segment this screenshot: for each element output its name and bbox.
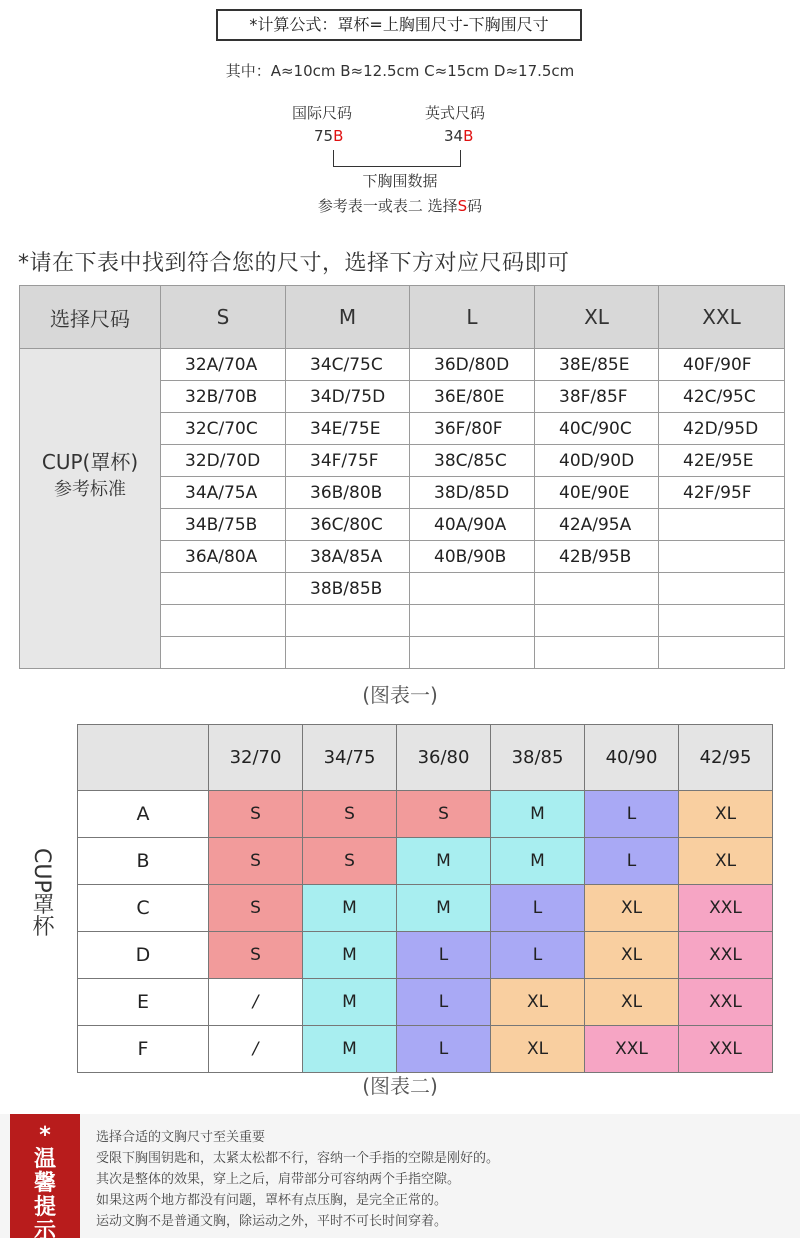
table1-cell: 34C/75C bbox=[286, 349, 410, 381]
table1-cell: 40F/90F bbox=[659, 349, 785, 381]
table1-cell bbox=[161, 605, 286, 637]
table1-cell: 40A/90A bbox=[410, 509, 535, 541]
table1-cell: 42D/95D bbox=[659, 413, 785, 445]
table1-size-header: S bbox=[161, 286, 286, 349]
table1-cell: 34F/75F bbox=[286, 445, 410, 477]
uk-size-label: 英式尺码 bbox=[425, 104, 486, 122]
table2-size-cell: XL bbox=[491, 1026, 585, 1073]
table1-size-header: L bbox=[410, 286, 535, 349]
intl-size-letter: B bbox=[333, 127, 344, 145]
intl-size-label: 国际尺码 bbox=[292, 104, 353, 122]
table2-size-cell: M bbox=[303, 1026, 397, 1073]
tips-tag-char: 示 bbox=[33, 1219, 56, 1244]
table1-cell: 38D/85D bbox=[410, 477, 535, 509]
tips-line: 受限下胸围钥匙和，太紧太松都不行，容纳一个手指的空隙是刚好的。 bbox=[96, 1151, 500, 1166]
table1-cell: 32B/70B bbox=[161, 381, 286, 413]
table2-size-cell: L bbox=[397, 979, 491, 1026]
table1-cell bbox=[410, 573, 535, 605]
table1-cell: 32D/70D bbox=[161, 445, 286, 477]
table2-size-cell: / bbox=[209, 1026, 303, 1073]
cup-side-label bbox=[26, 848, 56, 937]
table1-cell: 38B/85B bbox=[286, 573, 410, 605]
table1-side-label bbox=[20, 349, 161, 669]
cup-difference-line: 其中：A≈10cm B≈12.5cm C≈15cm D≈17.5cm bbox=[225, 62, 575, 80]
table1-cell: 38A/85A bbox=[286, 541, 410, 573]
table1-cell: 36C/80C bbox=[286, 509, 410, 541]
table2-size-cell: S bbox=[209, 932, 303, 979]
table2-row bbox=[78, 885, 773, 932]
table1-cell: 36D/80D bbox=[410, 349, 535, 381]
table2-row bbox=[78, 791, 773, 838]
cup-side-label-text: CUP罩杯 bbox=[29, 848, 54, 937]
table1-cell: 32C/70C bbox=[161, 413, 286, 445]
table2-row bbox=[78, 1026, 773, 1073]
table2-cup-label: F bbox=[78, 1026, 209, 1073]
table2-size-cell: S bbox=[303, 791, 397, 838]
reference-line bbox=[0, 195, 800, 216]
table2-column-header: 38/85 bbox=[491, 725, 585, 791]
table2-column-header: 32/70 bbox=[209, 725, 303, 791]
table1-cell: 36B/80B bbox=[286, 477, 410, 509]
table1-cell bbox=[286, 637, 410, 669]
instruction-text: *请在下表中找到符合您的尺寸，选择下方对应尺码即可 bbox=[18, 251, 570, 276]
formula-text: *计算公式：罩杯=上胸围尺寸-下胸围尺寸 bbox=[249, 15, 549, 34]
table2-size-cell: L bbox=[397, 1026, 491, 1073]
intl-size-example bbox=[314, 127, 343, 145]
tips-line: 选择合适的文胸尺寸至关重要 bbox=[96, 1130, 266, 1145]
table2-size-cell: XXL bbox=[585, 1026, 679, 1073]
table2-size-cell: M bbox=[303, 932, 397, 979]
reference-letter: S bbox=[457, 197, 468, 215]
table2-column-header: 40/90 bbox=[585, 725, 679, 791]
table2-size-cell: M bbox=[303, 885, 397, 932]
tips-tag-char: 温 bbox=[33, 1147, 56, 1172]
tips-line: 如果这两个地方都没有问题，罩杯有点压胸，是完全正常的。 bbox=[96, 1193, 448, 1208]
reference-suffix: 码 bbox=[467, 197, 483, 215]
table1-cell: 42E/95E bbox=[659, 445, 785, 477]
table2-cup-label: E bbox=[78, 979, 209, 1026]
table1-size-header: M bbox=[286, 286, 410, 349]
table2-size-cell: XXL bbox=[679, 979, 773, 1026]
table2-size-cell: XXL bbox=[679, 932, 773, 979]
table2-size-cell: M bbox=[491, 791, 585, 838]
table2-size-cell: XXL bbox=[679, 1026, 773, 1073]
table2-size-cell: S bbox=[397, 791, 491, 838]
table1-cell: 40C/90C bbox=[535, 413, 659, 445]
tips-line: 其次是整体的效果，穿上之后，肩带部分可容纳两个手指空隙。 bbox=[96, 1172, 461, 1187]
table2-size-cell: L bbox=[491, 932, 585, 979]
bracket-right bbox=[460, 150, 461, 167]
table2-corner bbox=[78, 725, 209, 791]
table1-header-row bbox=[20, 286, 785, 349]
table1-cell bbox=[659, 573, 785, 605]
table1-cell bbox=[535, 637, 659, 669]
table2-size-cell: S bbox=[209, 885, 303, 932]
table1-cell: 40D/90D bbox=[535, 445, 659, 477]
uk-size-letter: B bbox=[463, 127, 474, 145]
table1-cell bbox=[659, 541, 785, 573]
table2-size-cell: L bbox=[585, 838, 679, 885]
tips-tag bbox=[10, 1114, 80, 1244]
table1-cell: 42A/95A bbox=[535, 509, 659, 541]
table2-column-header: 42/95 bbox=[679, 725, 773, 791]
table2-column-header: 34/75 bbox=[303, 725, 397, 791]
table1-cell: 32A/70A bbox=[161, 349, 286, 381]
table2-size-cell: XL bbox=[679, 838, 773, 885]
under-bust-label: 下胸围数据 bbox=[362, 172, 438, 190]
table2-size-cell: XXL bbox=[679, 885, 773, 932]
table1-cell: 38E/85E bbox=[535, 349, 659, 381]
table1-row bbox=[20, 349, 785, 381]
table1-cell: 36A/80A bbox=[161, 541, 286, 573]
table1-cell bbox=[410, 637, 535, 669]
table1-cell: 34E/75E bbox=[286, 413, 410, 445]
table2-size-cell: M bbox=[491, 838, 585, 885]
table2-size-cell: S bbox=[303, 838, 397, 885]
reference-prefix: 参考表一或表二 选择 bbox=[317, 197, 458, 215]
tips-tag-char: * bbox=[39, 1123, 51, 1148]
table1-cell bbox=[410, 605, 535, 637]
table2-caption: (图表二) bbox=[362, 1074, 438, 1098]
table1-side-label-line: 参考标准 bbox=[54, 479, 126, 500]
table1-cell: 40E/90E bbox=[535, 477, 659, 509]
table1-cell: 42B/95B bbox=[535, 541, 659, 573]
tips-line: 运动文胸不是普通文胸，除运动之外，平时不可长时间穿着。 bbox=[96, 1214, 448, 1229]
table2-size-cell: S bbox=[209, 791, 303, 838]
uk-size-example bbox=[444, 127, 473, 145]
table2-size-cell: XL bbox=[585, 885, 679, 932]
table1-cell: 36E/80E bbox=[410, 381, 535, 413]
table2-size-cell: / bbox=[209, 979, 303, 1026]
table1-cell bbox=[535, 573, 659, 605]
table1-cell bbox=[161, 573, 286, 605]
table2-size-cell: L bbox=[491, 885, 585, 932]
tips-text bbox=[96, 1127, 499, 1232]
table1-cell: 34A/75A bbox=[161, 477, 286, 509]
table1-cell bbox=[659, 605, 785, 637]
table1-cell: 42C/95C bbox=[659, 381, 785, 413]
table1-cell bbox=[286, 605, 410, 637]
size-reference-table bbox=[19, 285, 785, 669]
table1-size-header: XL bbox=[535, 286, 659, 349]
table2-cup-label: B bbox=[78, 838, 209, 885]
table2-size-cell: L bbox=[397, 932, 491, 979]
table1-cell bbox=[535, 605, 659, 637]
table2-size-cell: XL bbox=[679, 791, 773, 838]
table1-cell: 38C/85C bbox=[410, 445, 535, 477]
table1-cell bbox=[659, 509, 785, 541]
table2-size-cell: L bbox=[585, 791, 679, 838]
table2-header-row bbox=[78, 725, 773, 791]
table1-cell: 34D/75D bbox=[286, 381, 410, 413]
table2-cup-label: C bbox=[78, 885, 209, 932]
bracket-left bbox=[333, 150, 334, 167]
table1-side-label-line: CUP(罩杯) bbox=[41, 450, 139, 474]
table1-header-label: 选择尺码 bbox=[20, 286, 161, 349]
table1-size-header: XXL bbox=[659, 286, 785, 349]
table1-cell: 42F/95F bbox=[659, 477, 785, 509]
table2-row bbox=[78, 932, 773, 979]
table2-row bbox=[78, 838, 773, 885]
table2-size-cell: XL bbox=[585, 932, 679, 979]
table2-column-header: 36/80 bbox=[397, 725, 491, 791]
formula-box bbox=[216, 9, 582, 41]
intl-size-number: 75 bbox=[314, 127, 334, 145]
table1-cell: 36F/80F bbox=[410, 413, 535, 445]
table2-size-cell: S bbox=[209, 838, 303, 885]
table1-cell: 38F/85F bbox=[535, 381, 659, 413]
tips-tag-char: 馨 bbox=[33, 1171, 56, 1196]
table2-cup-label: D bbox=[78, 932, 209, 979]
table1-cell: 34B/75B bbox=[161, 509, 286, 541]
table2-size-cell: M bbox=[397, 838, 491, 885]
table1-cell bbox=[659, 637, 785, 669]
uk-size-number: 34 bbox=[444, 127, 464, 145]
table1-cell: 40B/90B bbox=[410, 541, 535, 573]
cup-size-matrix bbox=[77, 724, 773, 1073]
table2-size-cell: M bbox=[303, 979, 397, 1026]
table2-row bbox=[78, 979, 773, 1026]
table2-size-cell: M bbox=[397, 885, 491, 932]
table2-cup-label: A bbox=[78, 791, 209, 838]
table2-size-cell: XL bbox=[491, 979, 585, 1026]
table2-size-cell: XL bbox=[585, 979, 679, 1026]
tips-tag-char: 提 bbox=[33, 1195, 56, 1220]
table1-cell bbox=[161, 637, 286, 669]
table1-caption: (图表一) bbox=[362, 683, 438, 707]
bracket-bottom bbox=[333, 166, 461, 167]
